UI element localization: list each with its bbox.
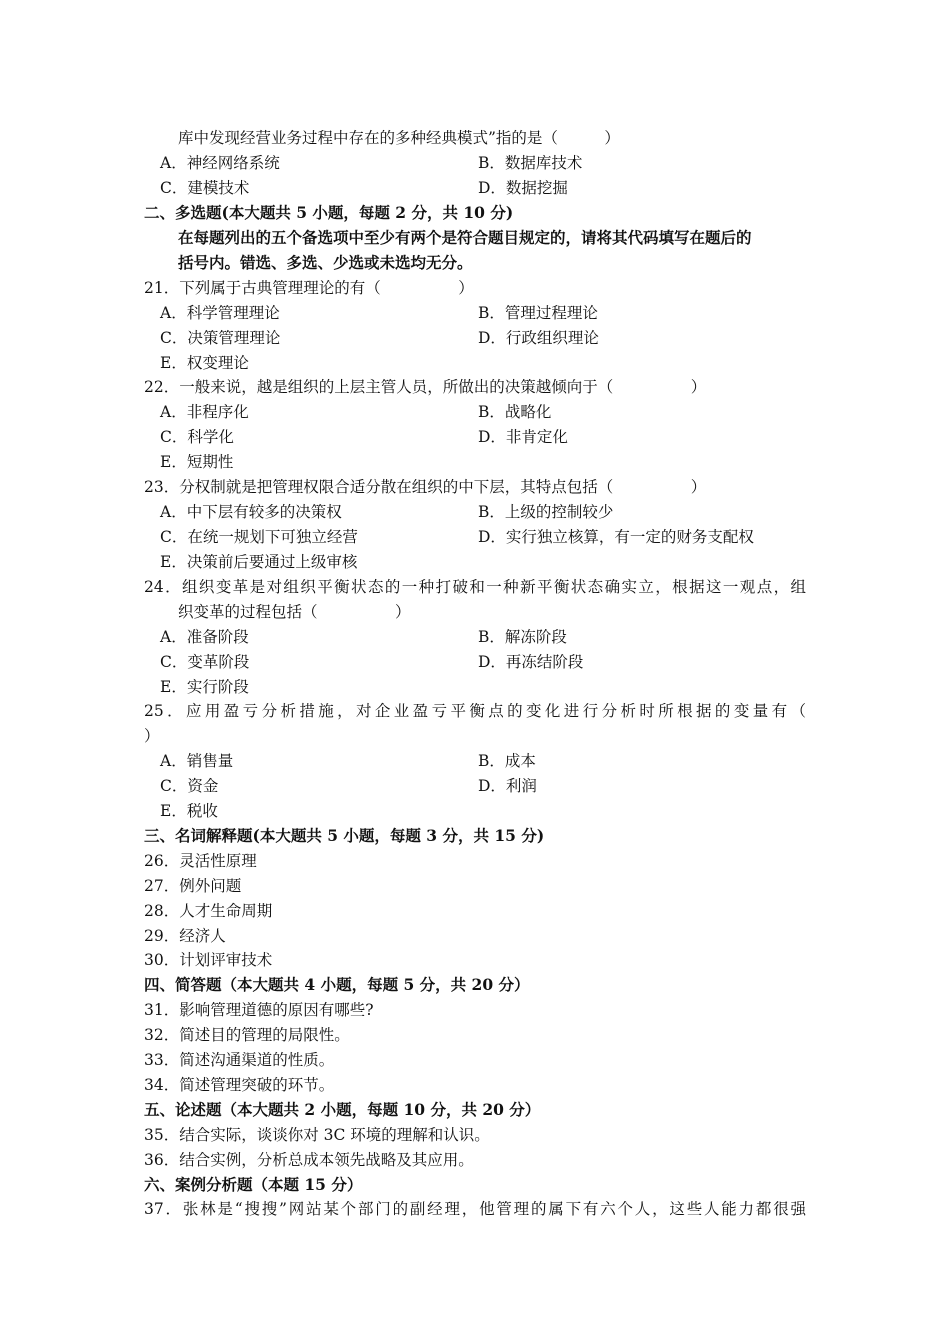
section-5-title: 五、论述题（本大题共 2 小题，每题 10 分，共 20 分）	[144, 1100, 541, 1119]
question-25-line-1: 25．应用盈亏分析措施，对企业盈亏平衡点的变化进行分析时所根据的变量有（	[144, 702, 806, 720]
q20-option-d: D．数据挖掘	[478, 179, 568, 197]
q23-option-e: E．决策前后要通过上级审核	[160, 553, 358, 571]
q21-option-d: D．行政组织理论	[478, 329, 599, 347]
q21-option-b: B．管理过程理论	[478, 304, 598, 322]
question-21: 21．下列属于古典管理理论的有（ ）	[144, 279, 474, 297]
section-2-instructions-1: 在每题列出的五个备选项中至少有两个是符合题目规定的，请将其代码填写在题后的	[178, 228, 752, 247]
q23-option-b: B．上级的控制较少	[478, 503, 614, 521]
q21-option-a: A．科学管理理论	[160, 304, 280, 322]
q25-option-a: A．销售量	[160, 752, 234, 770]
q23-option-d: D．实行独立核算，有一定的财务支配权	[478, 528, 754, 546]
question-26: 26．灵活性原理	[144, 852, 257, 870]
q25-option-c: C．资金	[160, 777, 219, 795]
q23-option-c: C．在统一规划下可独立经营	[160, 528, 358, 546]
q22-option-a: A．非程序化	[160, 403, 249, 421]
section-6-title: 六、案例分析题（本题 15 分）	[144, 1175, 363, 1194]
q20-option-a: A．神经网络系统	[160, 154, 280, 172]
question-24-line-1: 24．组织变革是对组织平衡状态的一种打破和一种新平衡状态确实立，根据这一观点，组	[144, 578, 806, 596]
q25-option-d: D．利润	[478, 777, 537, 795]
section-3-title: 三、名词解释题(本大题共 5 小题，每题 3 分，共 15 分)	[144, 826, 545, 845]
section-2-instructions-2: 括号内。错选、多选、少选或未选均无分。	[178, 253, 473, 272]
question-25-line-2: ）	[144, 727, 160, 745]
section-2-title: 二、多选题(本大题共 5 小题，每题 2 分，共 10 分)	[144, 203, 514, 222]
question-22: 22．一般来说，越是组织的上层主管人员，所做出的决策越倾向于（ ）	[144, 378, 707, 396]
q25-option-b: B．成本	[478, 752, 536, 770]
question-30: 30．计划评审技术	[144, 951, 273, 969]
question-23: 23．分权制就是把管理权限合适分散在组织的中下层，其特点包括（ ）	[144, 478, 707, 496]
q22-option-d: D．非肯定化	[478, 428, 568, 446]
q25-option-e: E．税收	[160, 802, 218, 820]
question-35: 35．结合实际，谈谈你对 3C 环境的理解和认识。	[144, 1126, 490, 1144]
question-24-line-2: 织变革的过程包括（ ）	[178, 603, 411, 621]
q24-option-b: B．解冻阶段	[478, 628, 567, 646]
q22-option-b: B．战略化	[478, 403, 552, 421]
q21-option-e: E．权变理论	[160, 354, 249, 372]
question-29: 29．经济人	[144, 927, 226, 945]
question-36: 36．结合实例，分析总成本领先战略及其应用。	[144, 1151, 474, 1169]
question-27: 27．例外问题	[144, 877, 242, 895]
q20-option-b: B．数据库技术	[478, 154, 583, 172]
question-37: 37．张林是“搜搜”网站某个部门的副经理，他管理的属下有六个人，这些人能力都很强	[144, 1200, 806, 1218]
q20-option-c: C．建模技术	[160, 179, 250, 197]
q21-option-c: C．决策管理理论	[160, 329, 281, 347]
q24-option-a: A．准备阶段	[160, 628, 249, 646]
section-4-title: 四、简答题（本大题共 4 小题，每题 5 分，共 20 分）	[144, 975, 530, 994]
q24-option-d: D．再冻结阶段	[478, 653, 584, 671]
q22-option-e: E．短期性	[160, 453, 234, 471]
q24-option-c: C．变革阶段	[160, 653, 250, 671]
q23-option-a: A．中下层有较多的决策权	[160, 503, 342, 521]
question-34: 34．简述管理突破的环节。	[144, 1076, 335, 1094]
question-31: 31．影响管理道德的原因有哪些?	[144, 1001, 374, 1019]
q24-option-e: E．实行阶段	[160, 678, 249, 696]
question-33: 33．简述沟通渠道的性质。	[144, 1051, 335, 1069]
question-20-continuation: 库中发现经营业务过程中存在的多种经典模式”指的是（ ）	[178, 129, 620, 147]
question-28: 28．人才生命周期	[144, 902, 273, 920]
question-32: 32．简述目的管理的局限性。	[144, 1026, 350, 1044]
q22-option-c: C．科学化	[160, 428, 234, 446]
